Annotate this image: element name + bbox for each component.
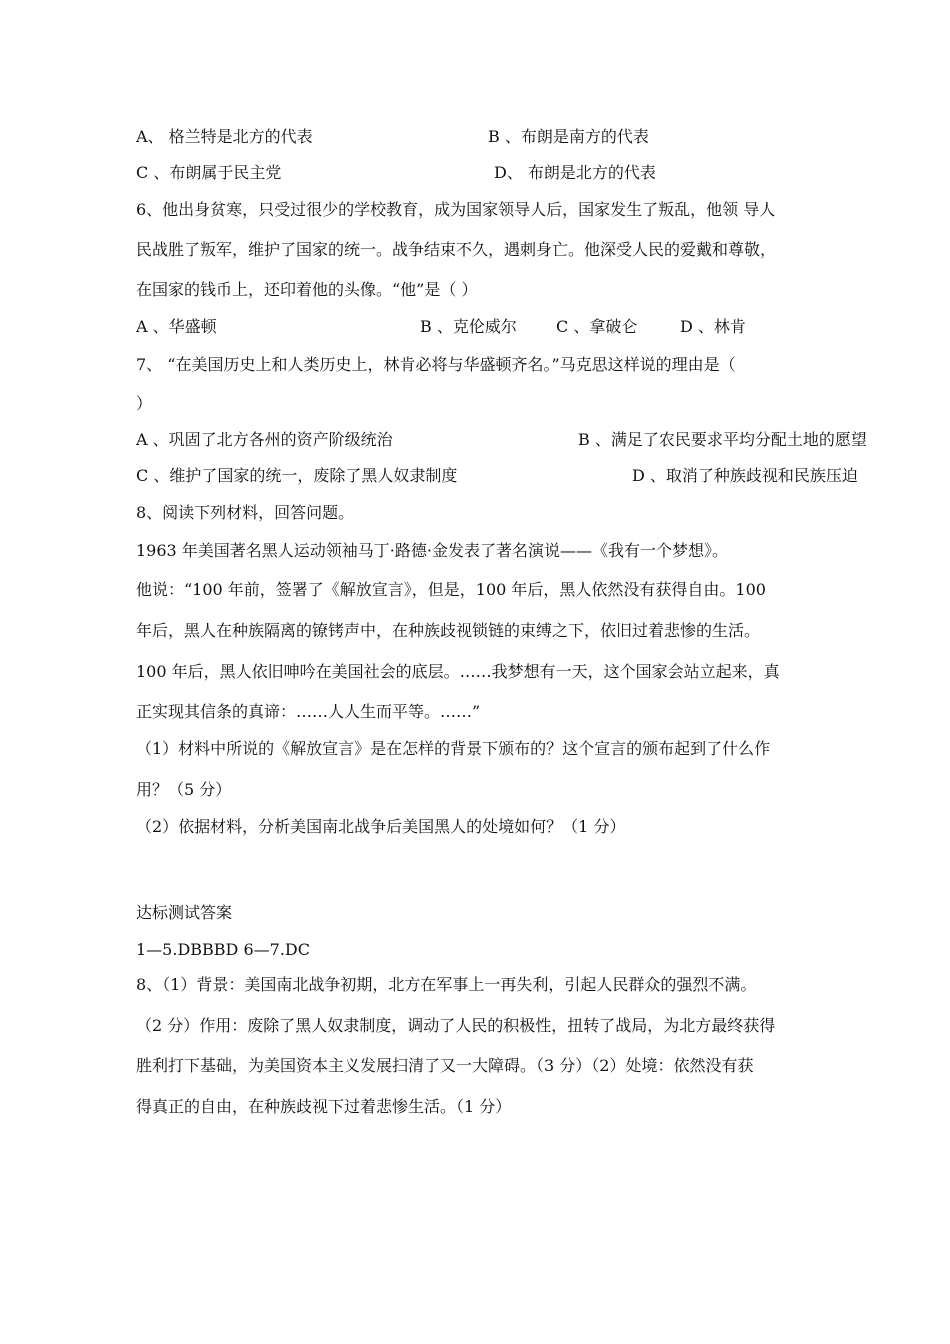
q6-option-a: A 、华盛顿 — [136, 317, 217, 336]
q8-sub1-line: （1）材料中所说的《解放宣言》是在怎样的背景下颁布的？这个宣言的颁布起到了什么作 — [136, 739, 771, 758]
q8-stem: 8、阅读下列材料，回答问题。 — [136, 503, 355, 522]
q8-material-line: 100 年后，黑人依旧呻吟在美国社会的底层。……我梦想有一天，这个国家会站立起来，真 — [136, 662, 780, 681]
answers-line: 8、（1）背景：美国南北战争初期，北方在军事上一再失利，引起人民群众的强烈不满。 — [136, 975, 757, 994]
q6-option-d: D 、林肯 — [680, 317, 746, 336]
q5-option-c: C 、布朗属于民主党 — [136, 163, 282, 182]
q6-options-row — [136, 317, 746, 337]
q5-options-row1 — [136, 127, 649, 147]
q8-material-line: 1963 年美国著名黑人运动领袖马丁·路德·金发表了著名演说——《我有一个梦想》。 — [136, 541, 728, 560]
q7-option-a: A 、巩固了北方各州的资产阶级统治 — [136, 430, 393, 449]
q7-option-b: B 、满足了农民要求平均分配土地的愿望 — [578, 430, 867, 449]
answers-line: 胜利打下基础，为美国资本主义发展扫清了又一大障碍。（3 分）（2）处境：依然没有获 — [136, 1056, 754, 1075]
q8-material-line: 正实现其信条的真谛：……人人生而平等。……” — [136, 702, 481, 721]
answers-line: （2 分）作用：废除了黑人奴隶制度，调动了人民的积极性，扭转了战局，为北方最终获得 — [136, 1016, 776, 1035]
q5-options-row2 — [136, 163, 656, 183]
q6-option-c: C 、拿破仑 — [556, 317, 638, 336]
q7-stem-line: 7、 “在美国历史上和人类历史上，林肯必将与华盛顿齐名。”马克思这样说的理由是（ — [136, 355, 736, 374]
q8-sub2: （2）依据材料，分析美国南北战争后美国黑人的处境如何？（1 分） — [136, 817, 626, 836]
answers-line: 得真正的自由，在种族歧视下过着悲惨生活。（1 分） — [136, 1097, 512, 1116]
q6-stem-line: 民战胜了叛军，维护了国家的统一。战争结束不久，遇刺身亡。他深受人民的爱戴和尊敬， — [136, 240, 777, 259]
q7-option-c: C 、维护了国家的统一，废除了黑人奴隶制度 — [136, 466, 458, 485]
q5-option-b: B 、布朗是南方的代表 — [488, 127, 649, 146]
q7-stem-line: ） — [136, 394, 153, 413]
q7-option-d: D 、取消了种族歧视和民族压迫 — [632, 466, 858, 485]
q7-options-row2 — [136, 466, 858, 486]
q5-option-a: A、 格兰特是北方的代表 — [136, 127, 313, 146]
q7-options-row1 — [136, 430, 867, 450]
q8-sub1-line: 用？（5 分） — [136, 780, 232, 799]
q6-stem-line: 在国家的钱币上，还印着他的头像。“他”是（ ） — [136, 280, 478, 299]
answers-choice: 1—5.DBBBD 6—7.DC — [136, 940, 310, 959]
q6-option-b: B 、克伦威尔 — [420, 317, 517, 336]
q6-stem-line: 6、他出身贫寒，只受过很少的学校教育，成为国家领导人后，国家发生了叛乱，他领 导人 — [136, 200, 776, 219]
q8-material-line: 他说：“100 年前，签署了《解放宣言》，但是，100 年后，黑人依然没有获得自由。100 — [136, 580, 766, 599]
q8-material-line: 年后，黑人在种族隔离的镣铐声中，在种族歧视锁链的束缚之下，依旧过着悲惨的生活。 — [136, 621, 761, 640]
q5-option-d: D、 布朗是北方的代表 — [494, 163, 656, 182]
answers-title: 达标测试答案 — [136, 903, 233, 922]
